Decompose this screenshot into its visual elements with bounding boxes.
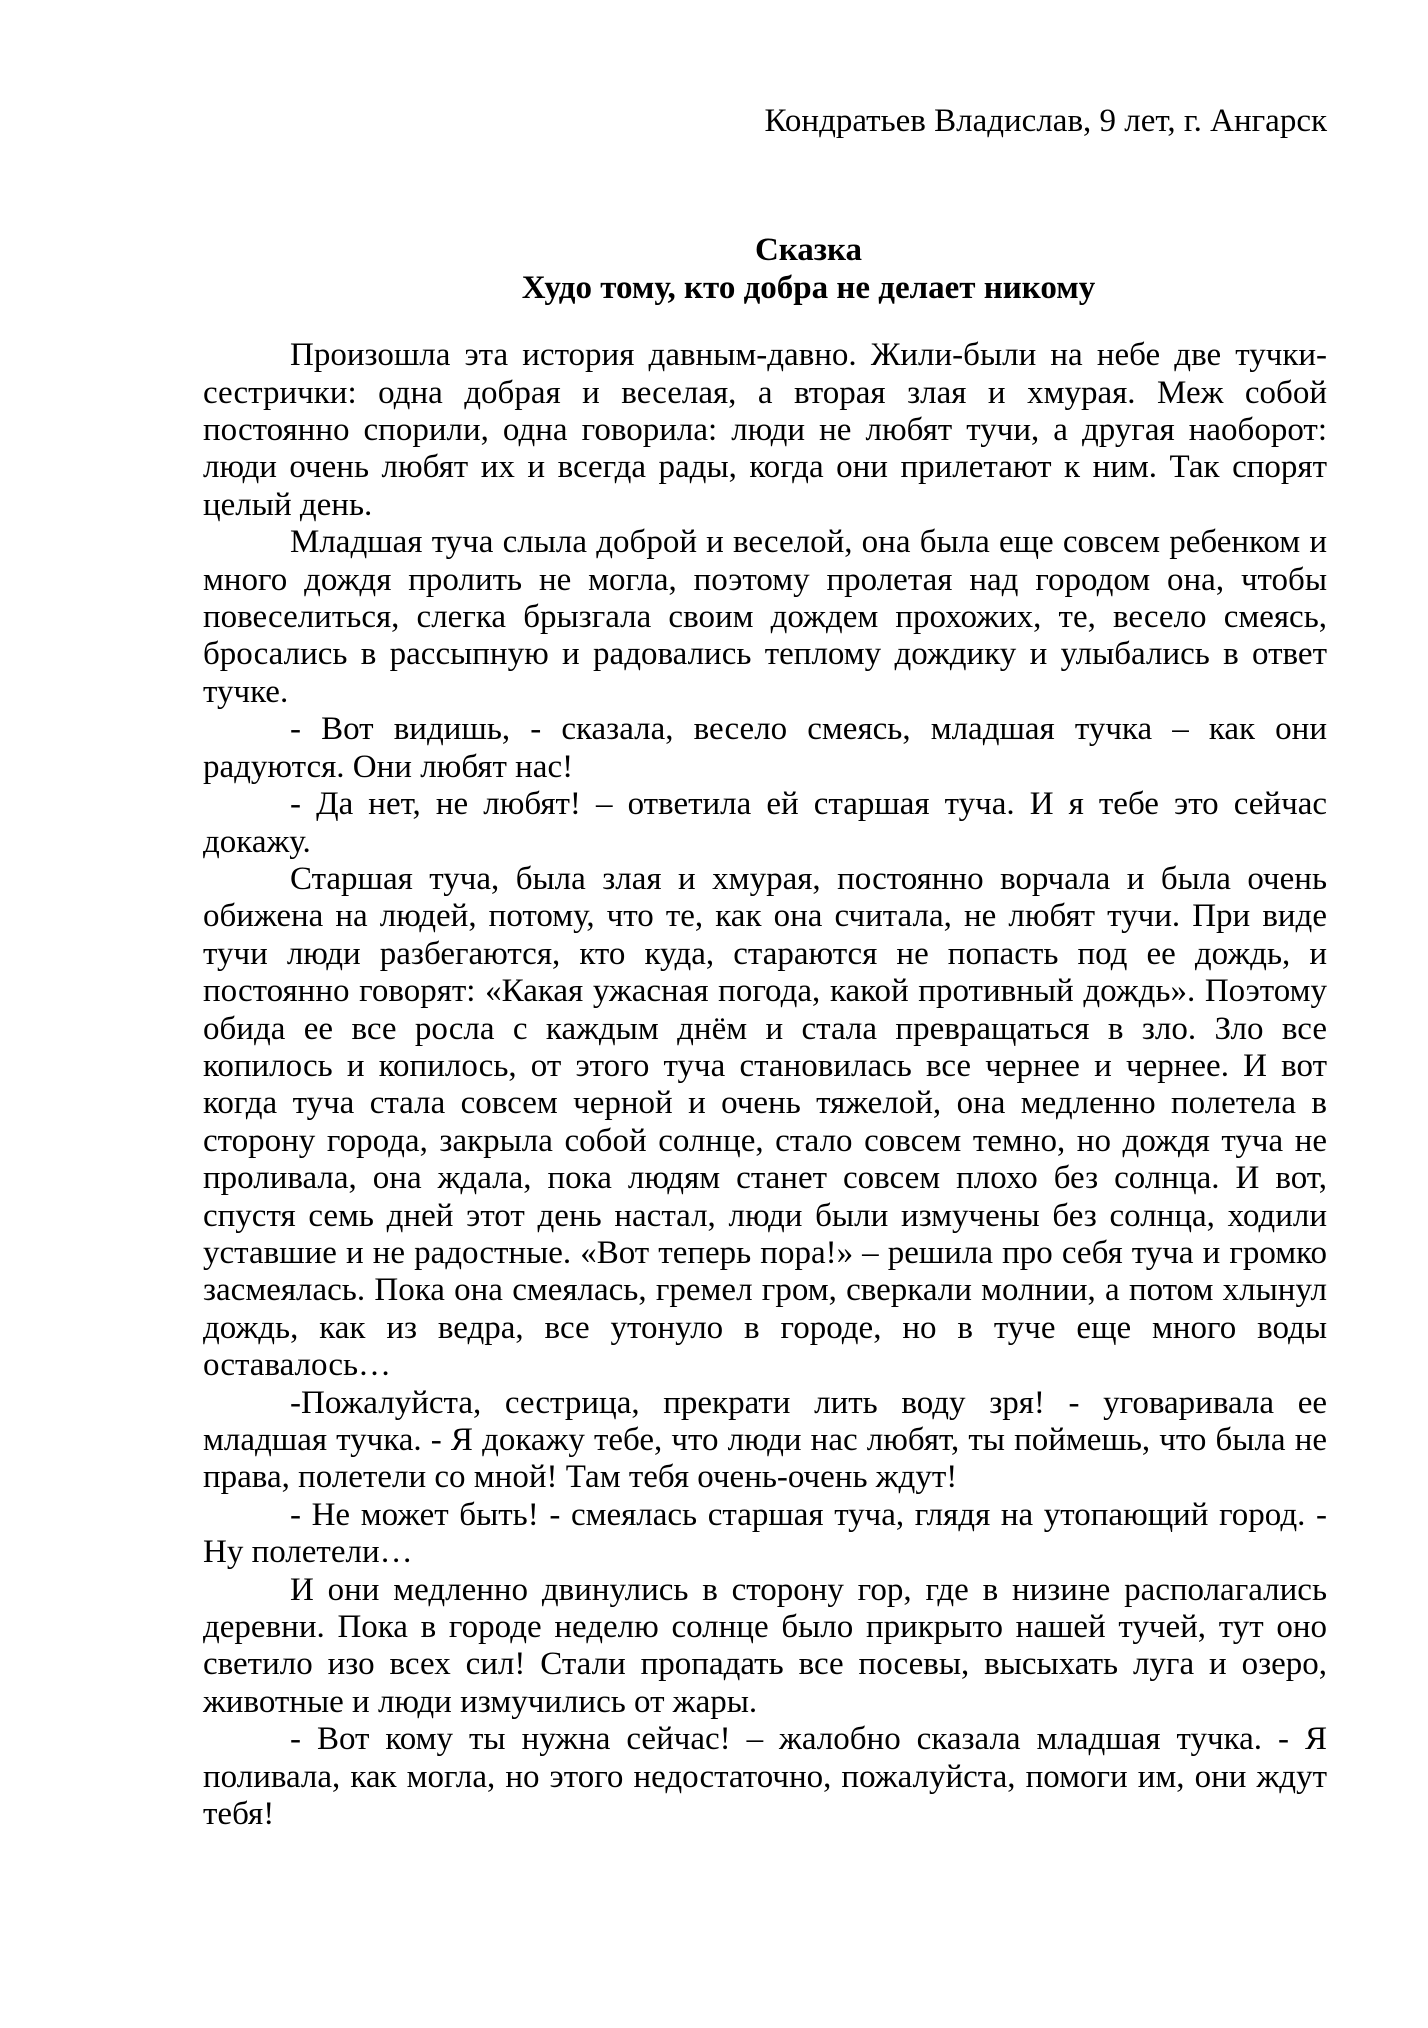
story-paragraph: Произошла эта история давным-давно. Жили-были на небе две тучки-сестрички: одна добрая и веселая, а вторая злая и хмурая. Меж собой постоянно спорили, одна говорила: люди не любят тучи, а другая наоборот: люди очень любят их и всегда рады, когда они прилетают к ним. Так спорят целый день. <box>203 337 1327 523</box>
story-paragraph-dialogue: -Пожалуйста, сестрица, прекрати лить воду зря! - уговаривала ее младшая тучка. - Я докажу тебе, что люди нас любят, ты поймешь, что была не права, полетели со мной! Там тебя очень-очень ждут! <box>203 1384 1327 1496</box>
story-paragraph-dialogue: - Вот кому ты нужна сейчас! – жалобно сказала младшая тучка. - Я поливала, как могла, но этого недостаточно, пожалуйста, помоги им, они ждут тебя! <box>203 1721 1327 1833</box>
story-title: Сказка <box>754 232 863 269</box>
story-body <box>203 337 1327 1833</box>
story-paragraph: Старшая туча, была злая и хмурая, постоянно ворчала и была очень обижена на людей, потому, что те, как она считала, не любят тучи. При виде тучи люди разбегаются, кто куда, стараются не попасть под ее дождь, и постоянно говорят: «Какая ужасная погода, какой противный дождь». Поэтому обида ее все росла с каждым днём и стала превращаться в зло. Зло все копилось и копилось, от этого туча становилась все чернее и чернее. И вот когда туча стала совсем черной и очень тяжелой, она медленно полетела в сторону города, закрыла собой солнце, стало совсем темно, но дождя туча не проливала, она ждала, пока людям станет совсем плохо без солнца. И вот, спустя семь дней этот день настал, люди были измучены без солнца, ходили уставшие и не радостные. «Вот теперь пора!» – решила про себя туча и громко засмеялась. Пока она смеялась, гремел гром, сверкали молнии, а потом хлынул дождь, как из ведра, все утонуло в городе, но в туче еще много воды оставалось… <box>203 860 1327 1384</box>
story-paragraph: Младшая туча слыла доброй и веселой, она была еще совсем ребенком и много дождя пролить не могла, поэтому пролетая над городом она, чтобы повеселиться, слегка брызгала своим дождем прохожих, те, весело смеясь, бросались в рассыпную и радовались теплому дождику и улыбались в ответ тучке. <box>203 524 1327 710</box>
story-paragraph-dialogue: - Не может быть! - смеялась старшая туча, глядя на утопающий город. - Ну полетели… <box>203 1496 1327 1571</box>
story-subtitle: Худо тому, кто добра не делает никому <box>521 269 1096 306</box>
author-line: Кондратьев Владислав, 9 лет, г. Ангарск <box>764 103 1327 139</box>
title-block <box>203 232 1327 307</box>
story-paragraph: И они медленно двинулись в сторону гор, где в низине располагались деревни. Пока в городе неделю солнце было прикрыто нашей тучей, тут оно светило изо всех сил! Стали пропадать все посевы, высыхать луга и озеро, животные и люди измучились от жары. <box>203 1571 1327 1720</box>
story-paragraph-dialogue: - Вот видишь, - сказала, весело смеясь, младшая тучка – как они радуются. Они любят нас! <box>203 711 1327 785</box>
story-paragraph-dialogue: - Да нет, не любят! – ответила ей старшая туча. И я тебе это сейчас докажу. <box>203 786 1327 860</box>
